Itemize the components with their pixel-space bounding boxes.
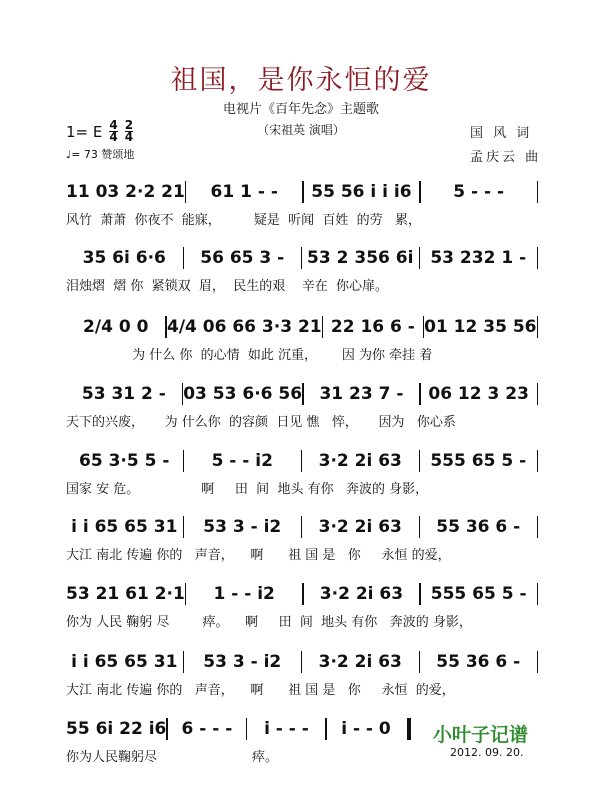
measure: 3·2 2i 63 (319, 584, 404, 604)
lyrics-line: 你为人民鞠躬尽 瘁。 (66, 750, 279, 765)
measure: 53 232 1 - (430, 248, 527, 268)
measure: 53 3 - i2 (203, 517, 282, 537)
measure: 56 65 3 - (200, 248, 285, 268)
measure: 2/4 0 0 (83, 317, 149, 337)
time-signature-1: $\frac{4}{4}$ (109, 118, 118, 144)
measure: 3·2 2i 63 (318, 451, 402, 471)
measure: 5 - - - (453, 182, 505, 202)
lyricist: 国 风 词 (470, 126, 533, 141)
measure: 555 65 5 - (430, 584, 527, 604)
song-title: 祖国，是你永恒的爱 (170, 65, 432, 96)
measure: i i 65 65 31 (71, 652, 178, 672)
bar-line (537, 516, 539, 538)
lyrics-line: 你为 人民 鞠躬 尽 瘁。 啊 田 间 地头 有你 奔波的 身影， (66, 615, 472, 630)
notation-row (66, 651, 538, 673)
lyrics-line: 泪烛熠 熠 你 紧锁双 眉， 民生的艰 辛在 你心扉。 (66, 279, 388, 294)
lyrics-line: 国家 安 危。 啊 田 间 地头 有你 奔波的 身影， (66, 482, 429, 497)
transcriber-signature: 小叶子记谱 (433, 724, 529, 746)
bar-line (537, 181, 539, 203)
measure: 53 2 356 6i (307, 248, 414, 268)
measure: 35 6i 6·6 (82, 248, 166, 268)
notation-row (66, 316, 538, 338)
lyrics-line: 大江 南北 传遍 你的 声音， 啊 祖 国 是 你 永恒 的爱， (66, 548, 451, 563)
measure: 61 1 - - (210, 182, 278, 202)
notation-row (66, 516, 538, 538)
measure: 22 16 6 - (330, 317, 415, 337)
key-signature (66, 120, 133, 143)
measure: 11 03 2·2 21 (66, 182, 185, 202)
measure: 6 - - - (181, 719, 233, 739)
measure: 55 36 6 - (436, 517, 521, 537)
notation-row (66, 383, 538, 405)
notation-row (66, 718, 411, 740)
bar-line (537, 583, 539, 605)
key-label: 1= E (66, 122, 103, 141)
bar-line (537, 247, 539, 269)
notation-row (66, 450, 538, 472)
bar-line (407, 718, 411, 740)
lyrics-line: 天下的兴废， 为 什么你 的容颜 日见 憔 悴， 因为 你心系 (66, 415, 456, 430)
subtitle: 电视片《百年先念》主题歌 (222, 102, 379, 117)
measure: 3·2 2i 63 (318, 652, 402, 672)
lyrics-line: 为 什么 你 的心情 如此 沉重， 因 为你 牵挂 着 (66, 348, 433, 363)
measure: 55 36 6 - (436, 652, 521, 672)
measure: 53 31 2 - (81, 384, 166, 404)
time-signature-2: $\frac{2}{4}$ (124, 118, 134, 144)
notation-row (66, 583, 538, 605)
tempo-marking: ♩= 73 赞颂地 (66, 148, 135, 161)
bar-line (537, 316, 539, 338)
notation-row (66, 181, 538, 203)
composer: 孟庆云 曲 (470, 150, 542, 165)
measure: 65 3·5 5 - (79, 451, 170, 471)
bar-line (537, 450, 539, 472)
notation-row (66, 247, 538, 269)
measure: i i 65 65 31 (71, 517, 178, 537)
measure: 1 - - i2 (213, 584, 275, 604)
date: 2012. 09. 20. (450, 746, 524, 759)
measure: 555 65 5 - (430, 451, 527, 471)
measure: 03 53 6·6 56 (183, 384, 303, 404)
measure: 55 56 i i i6 (311, 182, 412, 202)
measure: 53 3 - i2 (203, 652, 282, 672)
bar-line (537, 651, 539, 673)
bar-line (537, 383, 539, 405)
measure: i - - - (264, 719, 309, 739)
measure: 55 6i 22 i6 (66, 719, 167, 739)
measure: 5 - - i2 (211, 451, 273, 471)
measure: 4/4 06 66 3·3 21 (166, 317, 322, 337)
lyrics-line: 大江 南北 传遍 你的 声音， 啊 祖 国 是 你 永恒 的爱， (66, 683, 455, 698)
singer: （宋祖英 演唱） (257, 123, 345, 137)
lyrics-line: 风竹 萧萧 你夜不 能寐， 疑是 听闻 百姓 的劳 累， (66, 213, 422, 228)
measure: 06 12 3 23 (428, 384, 529, 404)
measure: 53 21 61 2·1 (66, 584, 185, 604)
measure: 01 12 35 56 (424, 317, 537, 337)
measure: i - - 0 (341, 719, 391, 739)
measure: 3·2 2i 63 (318, 517, 402, 537)
measure: 31 23 7 - (319, 384, 404, 404)
